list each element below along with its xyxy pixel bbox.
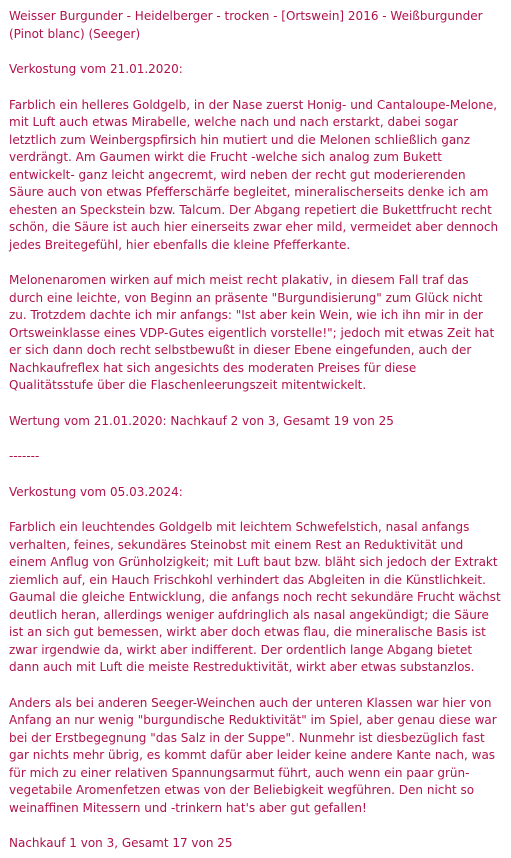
tasting-1-description: Farblich ein helleres Goldgelb, in der Nase zuerst Honig- und Cantaloupe-Melone, mit Luft auch etwas Mirabelle, welche nach und nach erstarkt, dabei sogar letztlich zum Weinbergspfirsich hin mutiert und die Melonen schließlich ganz verdrängt. Am Gaumen wirkt die Frucht -welche sich analog zum Bukett entwickelt- ganz leicht angecremt, wird neben der recht gut moderierenden Säure auch von etwas Pfefferschärfe begleitet, mineralischerseits denke ich am ehesten an Speckstein bzw. Talcum. Der Abgang repetiert die Bukettfrucht recht schön, die Säure ist auch hier einerseits zwar eher mild, vermeidet aber dennoch jedes Breitegefühl, hier ebenfalls die kleine Pfefferkante. — [9, 97, 499, 252]
tasting-2-description: Farblich ein leuchtendes Goldgelb mit leichtem Schwefelstich, nasal anfangs verhalten, feines, sekundäres Steinobst mit einem Rest an Reduktivität und einem Anflug von Grünholzigkeit; mit Luft baut bzw. bläht sich jedoch der Extrakt ziemlich auf, ein Hauch Frischkohl verhindert das Abgleiten in die Künstlichkeit. Gaumal die gleiche Entwicklung, die anfangs noch recht sekundäre Frucht wächst deutlich heran, allerdings weniger aufdringlich als nasal angekündigt; die Säure ist an sich gut bemessen, wirkt aber doch etwas flau, die mineralische Basis ist zwar irgendwie da, wirkt aber indifferent. Der ordentlich lange Abgang bietet dann auch mit Luft die meiste Restreduktivität, wirkt aber etwas substanzlos. — [9, 520, 501, 674]
tasting-2-heading: Verkostung vom 05.03.2024: — [9, 484, 183, 499]
section-separator: ------- — [9, 449, 40, 463]
tasting-1-commentary: Melonenaromen wirken auf mich meist recht plakativ, in diesem Fall traf das durch eine leichte, von Beginn an präsente "Burgundisierung" zum Glück nicht zu. Trotzdem dachte ich mir anfangs: "Ist aber kein Wein, wie ich ihn mir in der Ortsweinklasse eines VDP-Gutes eigentlich vorstelle!"; jedoch mit etwas Zeit hat er sich dann doch recht selbstbewußt in dieser Ebene eingefunden, auch der Nachkaufreflex hat sich angesichts des moderaten Preises für diese Qualitätsstufe über die Flaschenleerungszeit mitentwickelt. — [9, 273, 495, 392]
wine-title: Weisser Burgunder - Heidelberger - trocken - [Ortswein] 2016 - Weißburgunder (Pinot blanc) (Seeger) — [9, 9, 483, 41]
tasting-1-heading: Verkostung vom 21.01.2020: — [9, 62, 183, 76]
tasting-2-rating: Nachkauf 1 von 3, Gesamt 17 von 25 — [9, 836, 233, 850]
tasting-2-commentary: Anders als bei anderen Seeger-Weinchen auch der unteren Klassen war hier von Anfang an nur wenig "burgundische Reduktivität" im Spiel, aber genau diese war bei der Erstbegegnung "das Salz in der Suppe". Nunmehr ist diesbezüglich fast gar nichts mehr übrig, es kommt dafür aber leider keine andere Kante nach, was für mich zu einer relativen Spannungsarmut führt, auch wenn ein paar grün-vegetabile Aromenfetzen etwas von der Beliebigkeit wegführen. Den nicht so weinaffinen Mitessern und -trinkern hat's aber gut gefallen! — [9, 695, 497, 815]
tasting-1-rating: Wertung vom 21.01.2020: Nachkauf 2 von 3, Gesamt 19 von 25 — [9, 413, 394, 428]
